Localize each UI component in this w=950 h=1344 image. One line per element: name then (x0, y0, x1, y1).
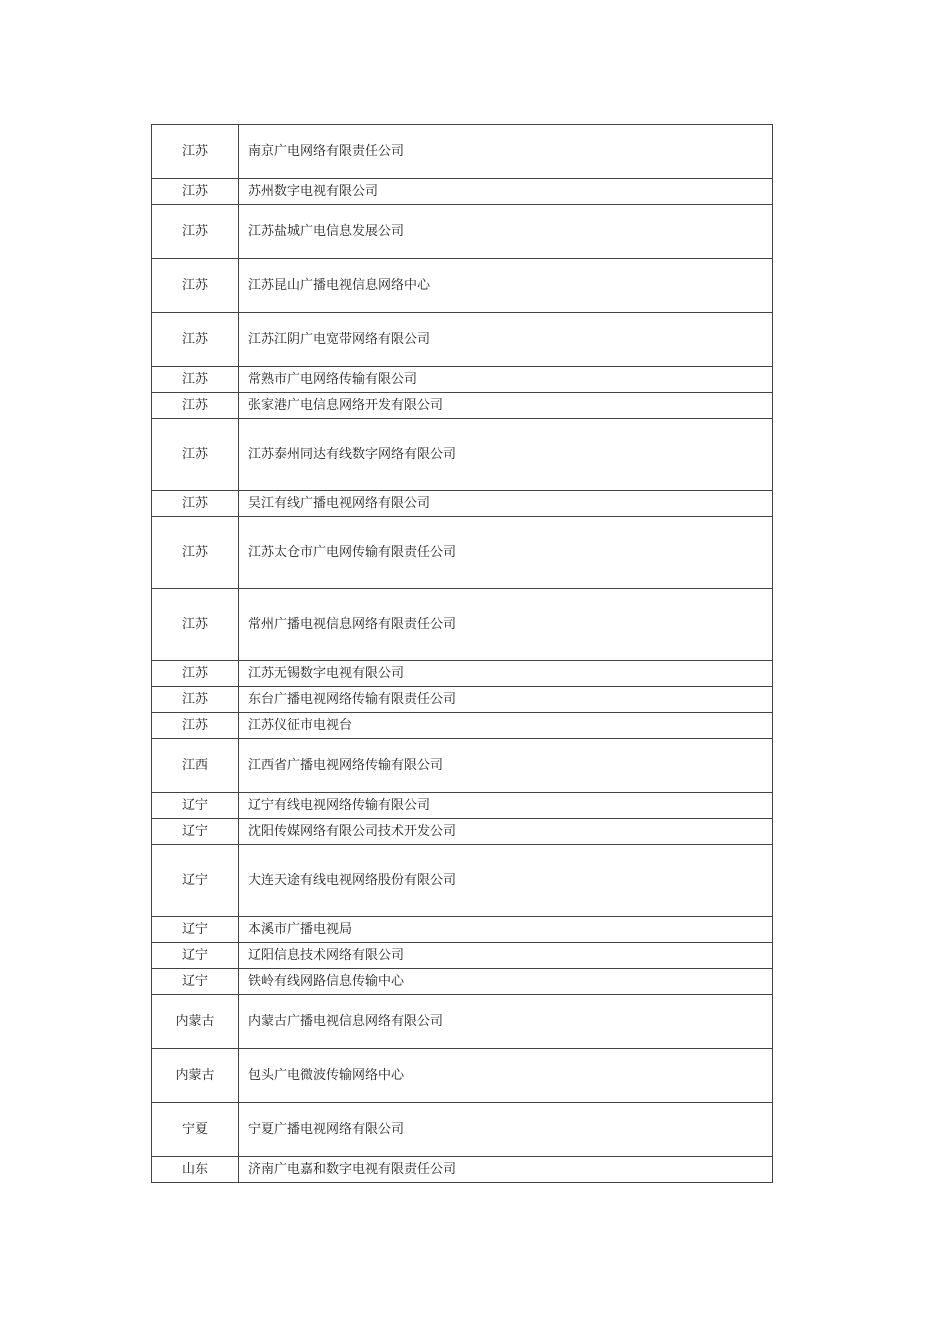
region-cell: 江苏 (152, 491, 239, 517)
region-cell: 辽宁 (152, 917, 239, 943)
company-cell: 江苏太仓市广电网传输有限责任公司 (239, 517, 773, 589)
table-row (152, 687, 773, 713)
region-cell: 辽宁 (152, 845, 239, 917)
table-row (152, 367, 773, 393)
company-cell: 东台广播电视网络传输有限责任公司 (239, 687, 773, 713)
company-cell: 江苏昆山广播电视信息网络中心 (239, 259, 773, 313)
company-cell: 张家港广电信息网络开发有限公司 (239, 393, 773, 419)
company-cell: 江苏盐城广电信息发展公司 (239, 205, 773, 259)
region-cell: 江苏 (152, 313, 239, 367)
region-cell: 江苏 (152, 589, 239, 661)
region-cell: 江苏 (152, 713, 239, 739)
region-cell: 江苏 (152, 393, 239, 419)
table-row (152, 845, 773, 917)
table-row (152, 1049, 773, 1103)
company-cell: 铁岭有线网路信息传输中心 (239, 969, 773, 995)
table-row (152, 517, 773, 589)
company-cell: 南京广电网络有限责任公司 (239, 125, 773, 179)
table-row (152, 1157, 773, 1183)
company-cell: 常熟市广电网络传输有限公司 (239, 367, 773, 393)
company-cell: 常州广播电视信息网络有限责任公司 (239, 589, 773, 661)
region-cell: 山东 (152, 1157, 239, 1183)
table-row (152, 205, 773, 259)
table-row (152, 943, 773, 969)
table-row (152, 713, 773, 739)
company-cell: 包头广电微波传输网络中心 (239, 1049, 773, 1103)
company-cell: 内蒙古广播电视信息网络有限公司 (239, 995, 773, 1049)
company-cell: 吴江有线广播电视网络有限公司 (239, 491, 773, 517)
region-cell: 辽宁 (152, 793, 239, 819)
region-cell: 江苏 (152, 179, 239, 205)
region-cell: 辽宁 (152, 943, 239, 969)
table-row (152, 491, 773, 517)
region-cell: 江苏 (152, 205, 239, 259)
company-cell: 宁夏广播电视网络有限公司 (239, 1103, 773, 1157)
table-row (152, 125, 773, 179)
company-cell: 江苏泰州同达有线数字网络有限公司 (239, 419, 773, 491)
company-cell: 江苏无锡数字电视有限公司 (239, 661, 773, 687)
company-cell: 苏州数字电视有限公司 (239, 179, 773, 205)
region-cell: 江西 (152, 739, 239, 793)
table-row (152, 589, 773, 661)
table-row (152, 661, 773, 687)
table-row (152, 917, 773, 943)
table-body (152, 125, 773, 1183)
table-row (152, 793, 773, 819)
table-row (152, 995, 773, 1049)
table-row (152, 819, 773, 845)
region-cell: 辽宁 (152, 969, 239, 995)
company-cell: 沈阳传媒网络有限公司技术开发公司 (239, 819, 773, 845)
company-cell: 本溪市广播电视局 (239, 917, 773, 943)
company-cell: 辽宁有线电视网络传输有限公司 (239, 793, 773, 819)
table-row (152, 259, 773, 313)
table-row (152, 179, 773, 205)
region-cell: 辽宁 (152, 819, 239, 845)
region-cell: 江苏 (152, 125, 239, 179)
company-cell: 济南广电嘉和数字电视有限责任公司 (239, 1157, 773, 1183)
company-cell: 江苏仪征市电视台 (239, 713, 773, 739)
region-cell: 宁夏 (152, 1103, 239, 1157)
region-cell: 江苏 (152, 259, 239, 313)
company-table (151, 124, 773, 1183)
region-cell: 内蒙古 (152, 995, 239, 1049)
company-cell: 江苏江阴广电宽带网络有限公司 (239, 313, 773, 367)
region-cell: 江苏 (152, 419, 239, 491)
region-cell: 内蒙古 (152, 1049, 239, 1103)
table-row (152, 969, 773, 995)
company-cell: 大连天途有线电视网络股份有限公司 (239, 845, 773, 917)
table-row (152, 313, 773, 367)
company-cell: 辽阳信息技术网络有限公司 (239, 943, 773, 969)
region-cell: 江苏 (152, 367, 239, 393)
table-row (152, 419, 773, 491)
table-row (152, 1103, 773, 1157)
table-row (152, 393, 773, 419)
region-cell: 江苏 (152, 687, 239, 713)
table-row (152, 739, 773, 793)
region-cell: 江苏 (152, 661, 239, 687)
company-cell: 江西省广播电视网络传输有限公司 (239, 739, 773, 793)
region-cell: 江苏 (152, 517, 239, 589)
